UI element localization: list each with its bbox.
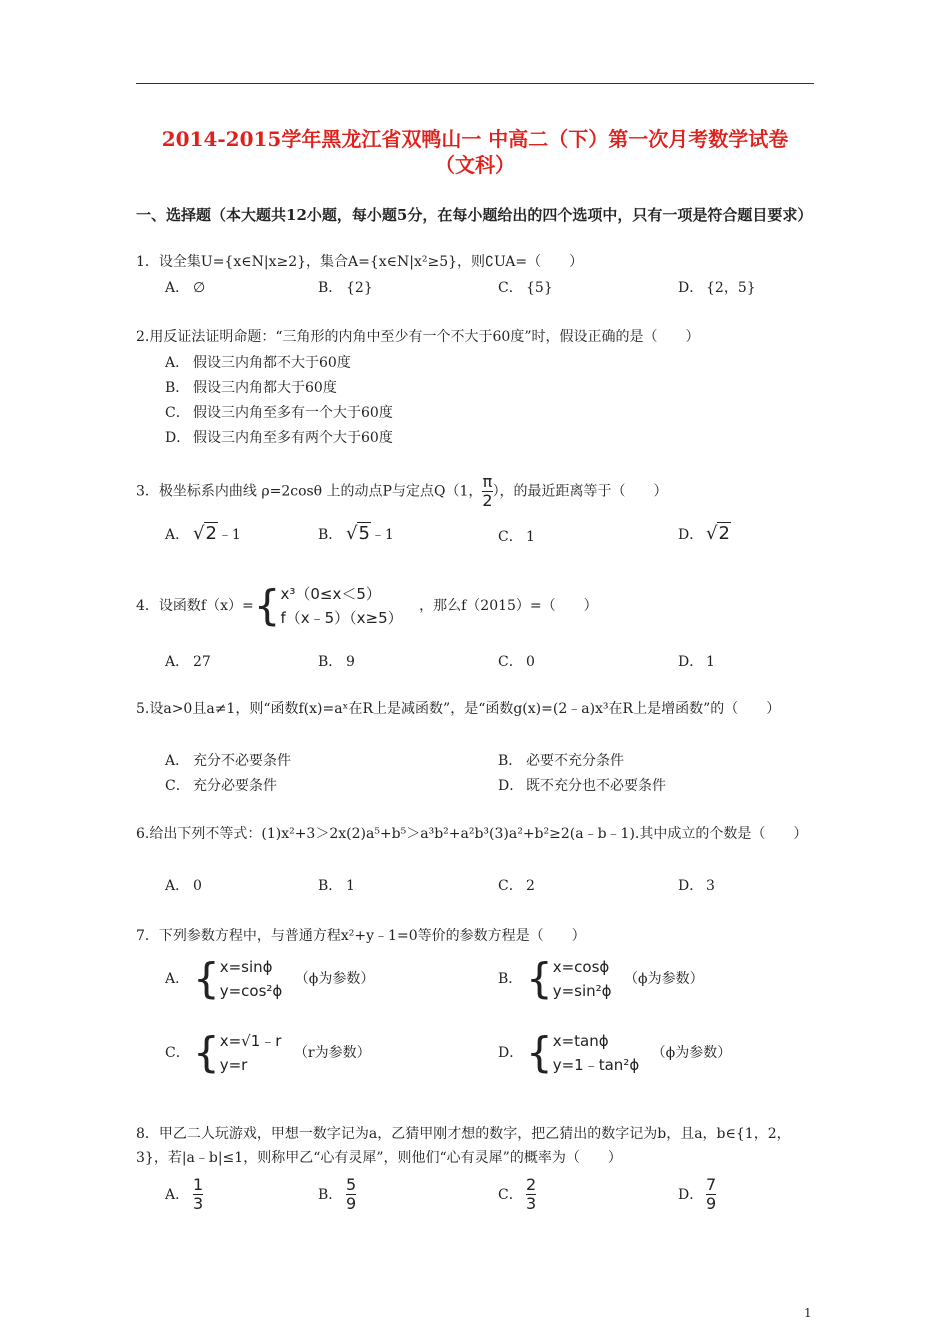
q7-option-d: D．{x=tanϕ y=1﹣tan²ϕ （ϕ为参数） — [498, 1028, 732, 1077]
q6-option-c: C． 2 — [498, 878, 535, 894]
q6-option-d: D． 3 — [678, 878, 715, 894]
q2-option-a: A． 假设三内角都不大于60度 — [165, 355, 351, 371]
q4-stem: 4．设函数f（x）={x³（0≤x＜5） f（x﹣5）（x≥5） ，那么f（2015）=（ ） — [136, 581, 598, 630]
q1-option-b: B． {2} — [318, 280, 373, 296]
q5-option-b: B． 必要不充分条件 — [498, 753, 624, 769]
q4-option-d: D． 1 — [678, 654, 715, 670]
q2-stem: 2.用反证法证明命题：“三角形的内角中至少有一个不大于60度”时，假设正确的是（ ） — [136, 329, 700, 345]
q1-option-a: A． ∅ — [165, 280, 206, 296]
q6-option-b: B． 1 — [318, 878, 355, 894]
q3-option-d: D． √2 — [678, 523, 730, 544]
q4-option-c: C． 0 — [498, 654, 535, 670]
q4-piecewise: x³（0≤x＜5） f（x﹣5）（x≥5） — [280, 585, 403, 627]
q2-option-d: D． 假设三内角至多有两个大于60度 — [165, 430, 393, 446]
q3-option-c: C． 1 — [498, 529, 535, 545]
q1-option-c: C． {5} — [498, 280, 553, 296]
q8-stem: 8．甲乙二人玩游戏，甲想一数字记为a，乙猜甲刚才想的数字，把乙猜出的数字记为b，且a，b∈{1，2，3}，若|a﹣b|≤1，则称甲乙“心有灵犀”，则他们“心有灵犀”的概率为（ ） — [136, 1126, 791, 1166]
section-heading: 一、选择题（本大题共12小题，每小题5分，在每小题给出的四个选项中，只有一项是符合题目要求） — [136, 206, 813, 224]
q8-option-a: A． $\frac{1}{3}$ — [165, 1175, 204, 1213]
paper-title: 2014-2015学年黑龙江省双鸭山一 中高二（下）第一次月考数学试卷 — [161, 127, 789, 151]
q4-option-b: B． 9 — [318, 654, 355, 670]
q7-option-a: A．{x=sinϕ y=cos²ϕ （ϕ为参数） — [165, 954, 375, 1003]
paper-subtitle: （文科） — [435, 153, 515, 177]
q1-stem: 1．设全集U={x∈N|x≥2}，集合A={x∈N|x²≥5}，则∁UA=（ ） — [136, 254, 584, 270]
q5-stem: 5.设a>0且a≠1，则“函数f(x)=aˣ在R上是减函数”，是“函数g(x)=(2﹣a)x³在R上是增函数”的（ ） — [136, 701, 781, 717]
q2-option-c: C． 假设三内角至多有一个大于60度 — [165, 405, 393, 421]
q6-stem: 6.给出下列不等式：(1)x²+3＞2x(2)a⁵+b⁵＞a³b²+a²b³(3)a²+b²≥2(a﹣b﹣1).其中成立的个数是（ ） — [136, 826, 808, 842]
q8-option-b: B． $\frac{5}{9}$ — [318, 1175, 357, 1213]
q4-brace: { — [253, 581, 281, 630]
q6-option-a: A． 0 — [165, 878, 202, 894]
header-rule — [136, 83, 814, 84]
q3-pi-over-2: $\frac{\pi}{2}$ — [482, 472, 493, 510]
page-number: 1 — [804, 1306, 812, 1320]
q2-option-b: B． 假设三内角都大于60度 — [165, 380, 337, 396]
q7-option-b: B．{x=cosϕ y=sin²ϕ （ϕ为参数） — [498, 954, 704, 1003]
q4-option-a: A． 27 — [165, 654, 211, 670]
q5-option-a: A． 充分不必要条件 — [165, 753, 291, 769]
q3-option-a: A． √2﹣1 — [165, 523, 241, 544]
q1-option-d: D． {2，5} — [678, 280, 756, 296]
q8-option-d: D． $\frac{7}{9}$ — [678, 1175, 717, 1213]
q3-option-b: B． √5﹣1 — [318, 523, 394, 544]
q7-stem: 7．下列参数方程中，与普通方程x²+y﹣1=0等价的参数方程是（ ） — [136, 928, 586, 944]
q8-option-c: C． $\frac{2}{3}$ — [498, 1175, 537, 1213]
q5-option-d: D． 既不充分也不必要条件 — [498, 778, 666, 794]
q5-option-c: C． 充分必要条件 — [165, 778, 277, 794]
q7-option-c: C．{x=√1﹣r y=r （r为参数） — [165, 1028, 371, 1077]
q3-stem: 3．极坐标系内曲线 ρ=2cosθ 上的动点P与定点Q（1， $\frac{\pi}{2}$ ），的最近距离等于（ ） — [136, 472, 668, 510]
